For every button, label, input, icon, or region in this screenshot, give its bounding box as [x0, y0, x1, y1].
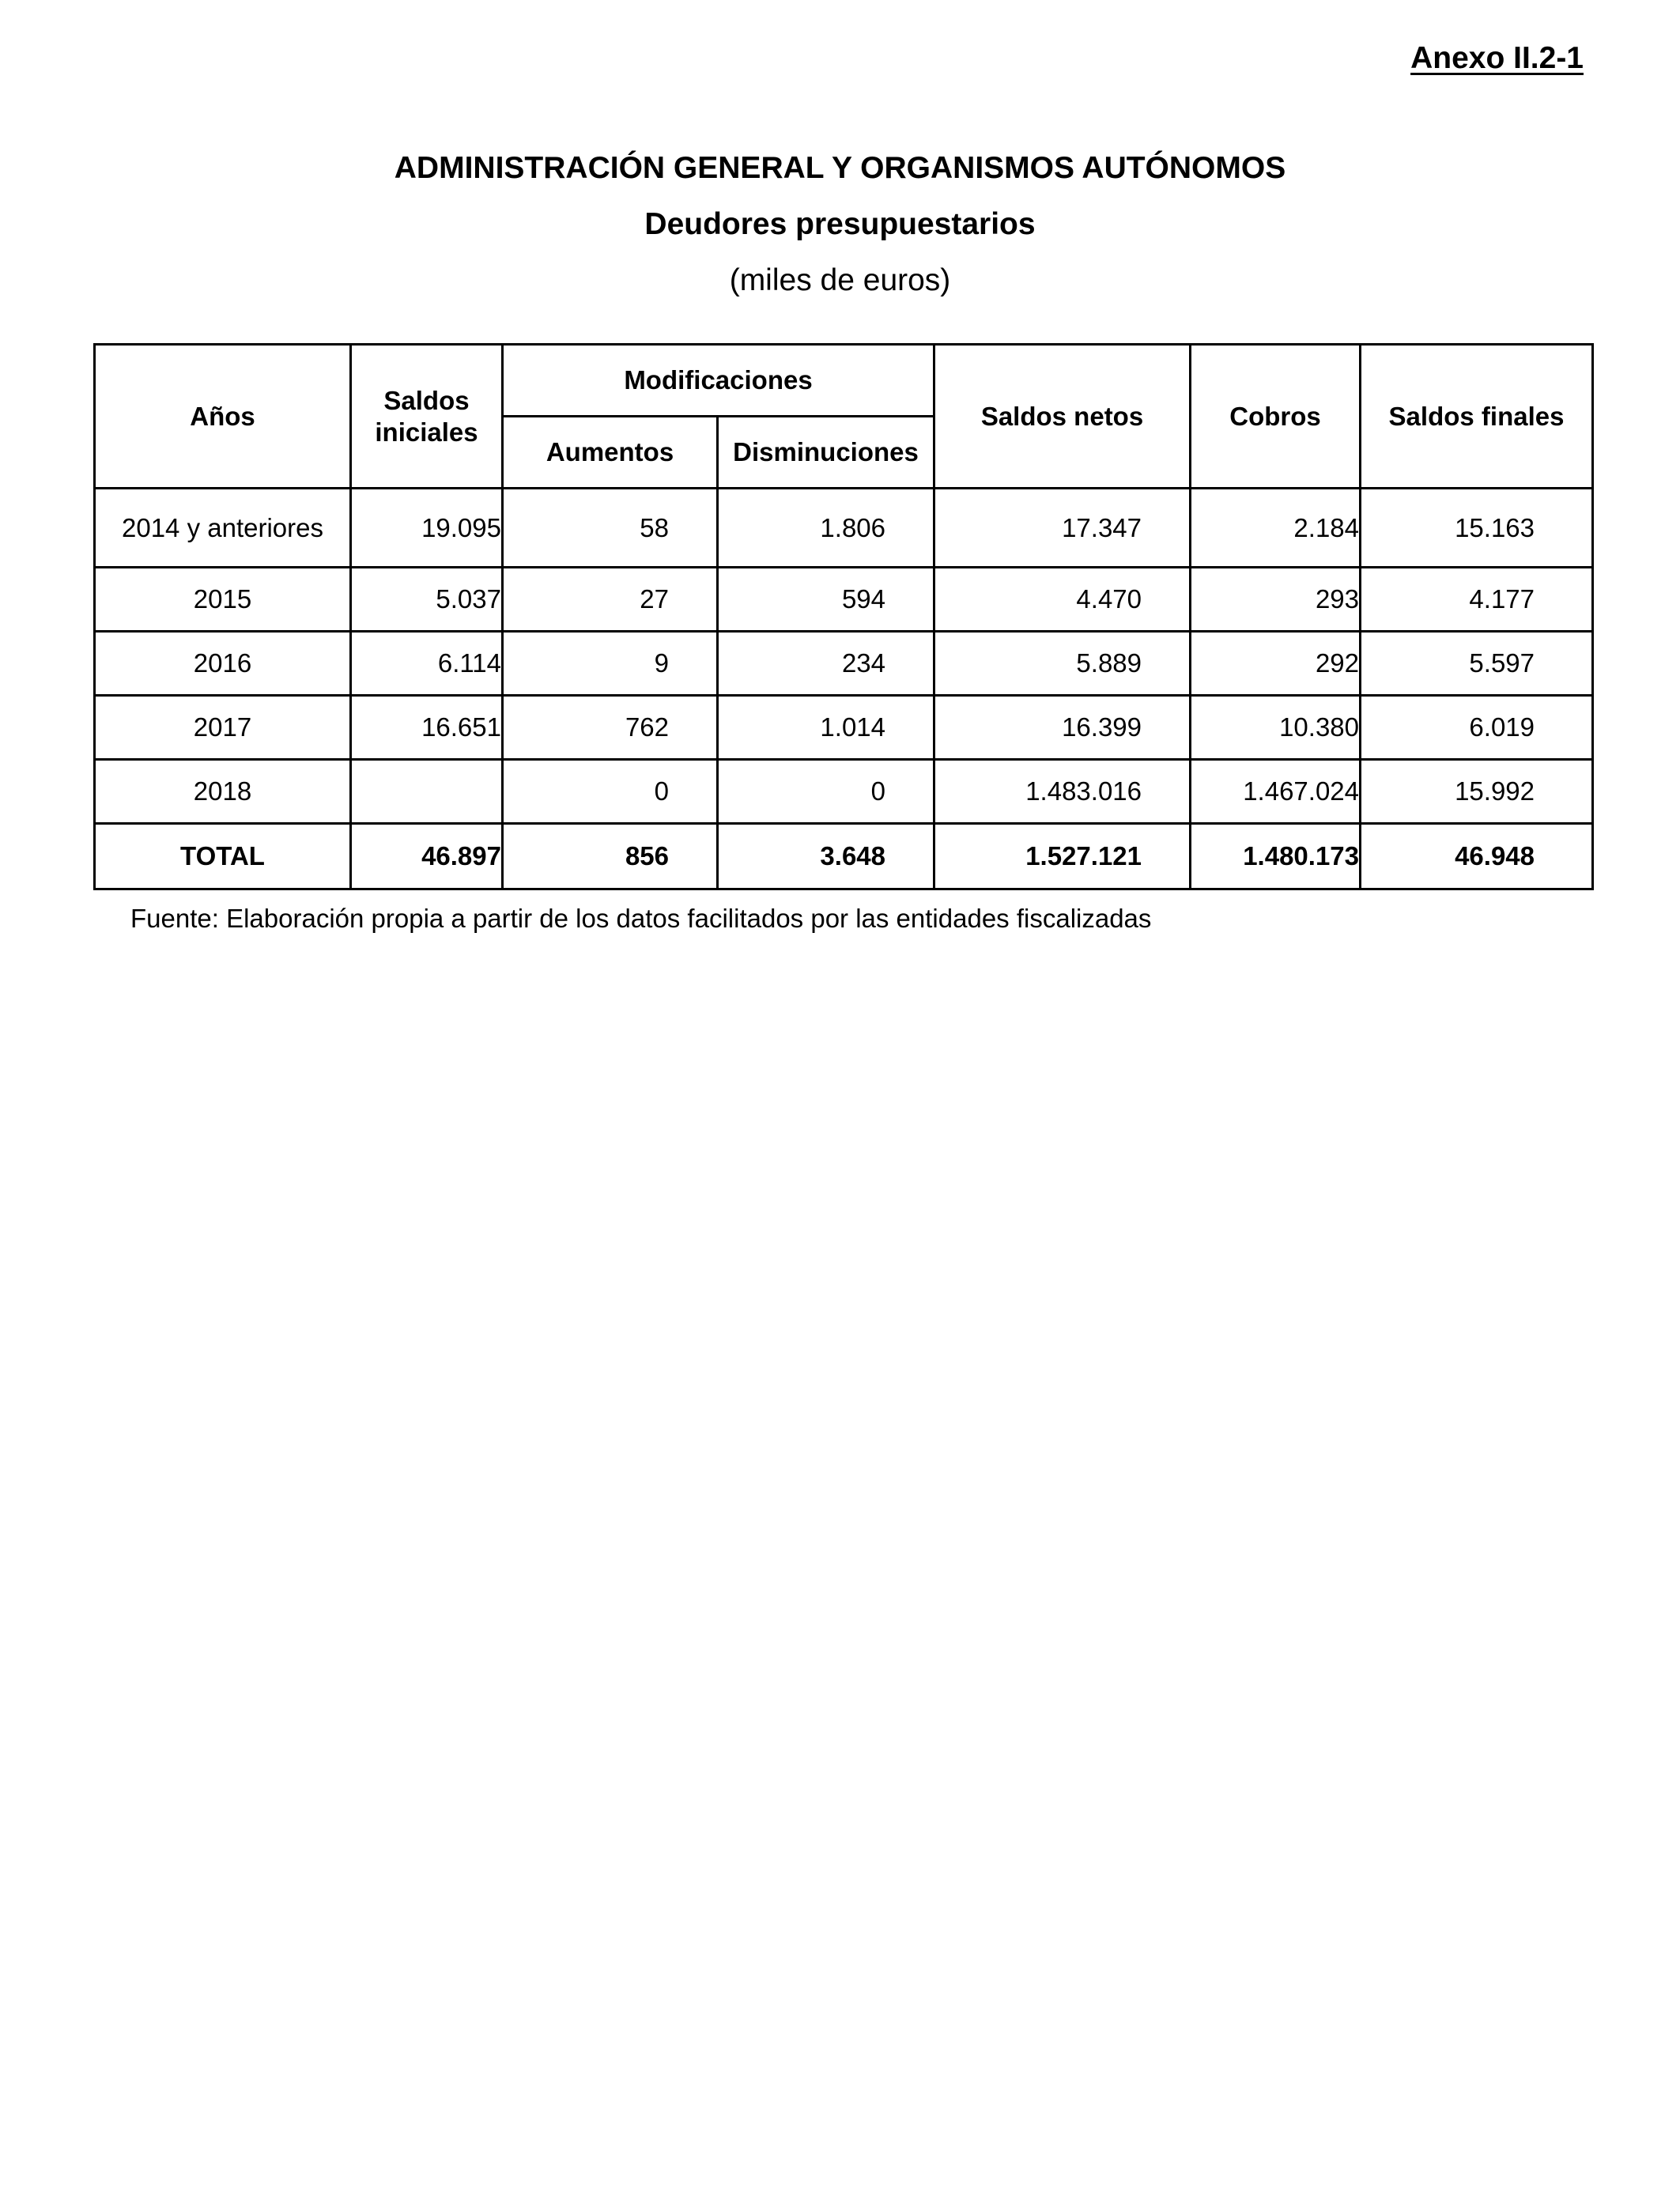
table-row [95, 760, 1593, 824]
cell-final: 4.177 [1361, 568, 1593, 632]
cell-total-label: TOTAL [95, 824, 351, 889]
cell-collections: 10.380 [1191, 696, 1361, 760]
header-decreases: Disminuciones [718, 417, 934, 489]
cell-net: 5.889 [934, 632, 1191, 696]
cell-total-collections: 1.480.173 [1191, 824, 1361, 889]
cell-increases: 0 [503, 760, 718, 824]
cell-year: 2014 y anteriores [95, 489, 351, 568]
cell-increases: 9 [503, 632, 718, 696]
header-years: Años [95, 345, 351, 489]
cell-net: 4.470 [934, 568, 1191, 632]
debtors-table [93, 343, 1594, 890]
title-block [0, 146, 1680, 302]
units-note: (miles de euros) [729, 263, 951, 297]
cell-year: 2017 [95, 696, 351, 760]
cell-collections: 293 [1191, 568, 1361, 632]
cell-collections: 2.184 [1191, 489, 1361, 568]
cell-initial: 19.095 [351, 489, 503, 568]
header-net-balances: Saldos netos [934, 345, 1191, 489]
cell-initial: 5.037 [351, 568, 503, 632]
cell-year: 2016 [95, 632, 351, 696]
cell-final: 6.019 [1361, 696, 1593, 760]
source-note: Fuente: Elaboración propia a partir de los datos facilitados por las entidades fiscalizadas [130, 904, 1152, 933]
total-row [95, 824, 1593, 889]
cell-decreases: 1.014 [718, 696, 934, 760]
cell-total-increases: 856 [503, 824, 718, 889]
cell-decreases: 0 [718, 760, 934, 824]
page-subtitle: Deudores presupuestarios [644, 207, 1036, 241]
table-row [95, 696, 1593, 760]
header-row-top [95, 345, 1593, 417]
cell-decreases: 1.806 [718, 489, 934, 568]
cell-total-net: 1.527.121 [934, 824, 1191, 889]
cell-total-final: 46.948 [1361, 824, 1593, 889]
cell-final: 5.597 [1361, 632, 1593, 696]
cell-total-initial: 46.897 [351, 824, 503, 889]
header-modifications: Modificaciones [503, 345, 934, 417]
cell-decreases: 234 [718, 632, 934, 696]
table-row [95, 489, 1593, 568]
cell-total-decreases: 3.648 [718, 824, 934, 889]
cell-decreases: 594 [718, 568, 934, 632]
table-row [95, 632, 1593, 696]
table-row [95, 568, 1593, 632]
cell-collections: 1.467.024 [1191, 760, 1361, 824]
cell-net: 16.399 [934, 696, 1191, 760]
header-increases: Aumentos [503, 417, 718, 489]
cell-net: 17.347 [934, 489, 1191, 568]
cell-final: 15.992 [1361, 760, 1593, 824]
page-title: ADMINISTRACIÓN GENERAL Y ORGANISMOS AUTÓNOMOS [394, 151, 1286, 185]
cell-year: 2015 [95, 568, 351, 632]
cell-final: 15.163 [1361, 489, 1593, 568]
header-final-balances: Saldos finales [1361, 345, 1593, 489]
header-initial-balances: Saldos iniciales [351, 345, 503, 489]
cell-year: 2018 [95, 760, 351, 824]
cell-initial [351, 760, 503, 824]
cell-net: 1.483.016 [934, 760, 1191, 824]
cell-increases: 762 [503, 696, 718, 760]
cell-initial: 16.651 [351, 696, 503, 760]
cell-collections: 292 [1191, 632, 1361, 696]
cell-initial: 6.114 [351, 632, 503, 696]
cell-increases: 27 [503, 568, 718, 632]
cell-increases: 58 [503, 489, 718, 568]
annex-label: Anexo II.2-1 [1410, 41, 1584, 75]
header-collections: Cobros [1191, 345, 1361, 489]
